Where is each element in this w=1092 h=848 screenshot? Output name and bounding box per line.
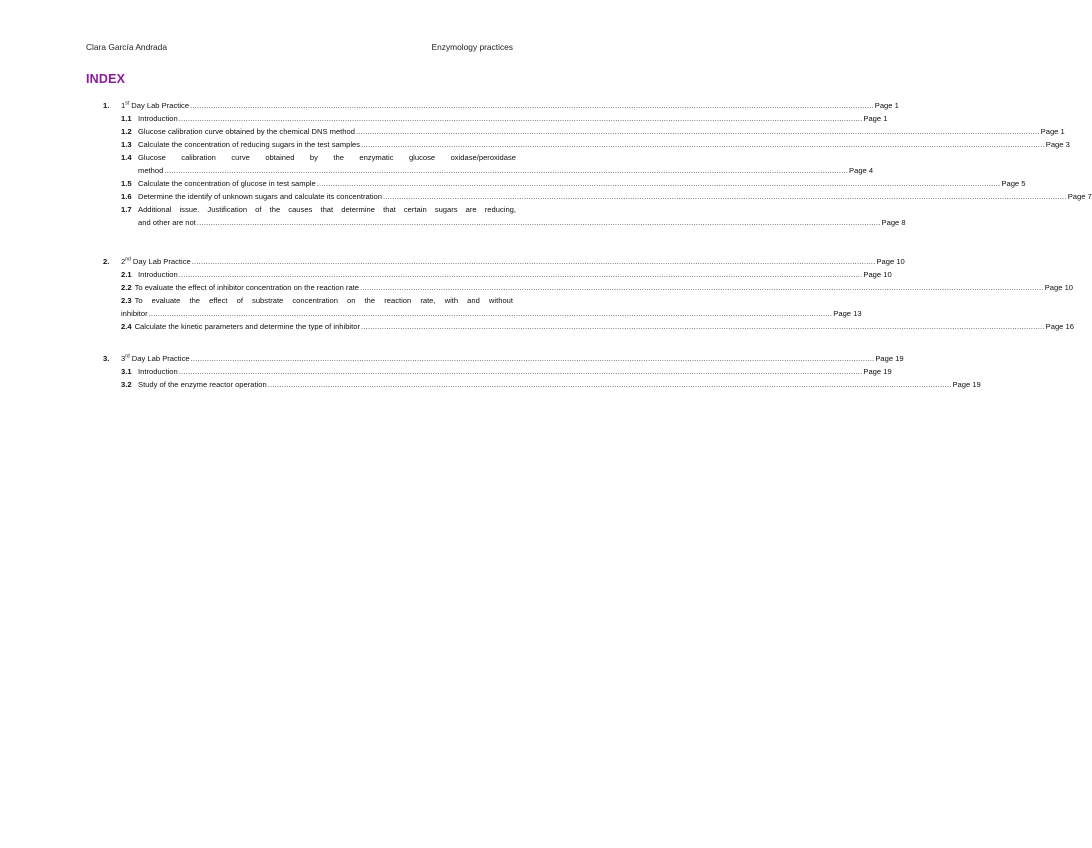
toc-title: Calculate the concentration of reducing sugars in the test samples	[138, 140, 361, 149]
toc-entry-3-1[interactable]	[103, 365, 892, 378]
toc-entry-1-5[interactable]	[103, 177, 1026, 190]
toc-page: Page 3	[1045, 140, 1070, 149]
header-course: Enzymology practices	[431, 42, 513, 52]
page-header	[86, 42, 513, 54]
toc-number: 2.3	[121, 296, 132, 305]
toc-entry-1-4[interactable]	[103, 151, 516, 164]
toc-section-1	[103, 99, 1092, 229]
leader-dots	[149, 307, 833, 320]
toc-number: 1.7	[121, 205, 132, 214]
toc-title: method	[138, 166, 164, 175]
toc-page: Page 16	[1045, 322, 1074, 331]
toc-page: Page 8	[881, 218, 906, 227]
toc-page: Page 1	[1040, 127, 1065, 136]
leader-dots	[179, 268, 863, 281]
toc-entry-2-3[interactable]	[103, 294, 513, 307]
toc-title: Determine the identify of unknown sugars and calculate its concentration	[138, 192, 382, 201]
toc-section-2	[103, 255, 1074, 333]
leader-dots	[356, 125, 1040, 138]
leader-dots	[383, 190, 1067, 203]
toc-entry-2-2[interactable]	[103, 281, 1074, 294]
toc-title: Glucose calibration curve obtained by the chemical DNS method	[138, 127, 355, 136]
toc-entry-3[interactable]	[103, 352, 904, 365]
leader-dots	[191, 352, 875, 365]
toc-title: 1st Day Lab Practice	[121, 100, 190, 110]
leader-dots	[197, 216, 881, 229]
toc-number: 2.	[103, 257, 110, 266]
toc-number: 3.	[103, 354, 110, 363]
toc-title: Calculate the kinetic parameters and determine the type of inhibitor	[134, 322, 360, 331]
leader-dots	[361, 320, 1045, 333]
toc-number: 1.4	[121, 153, 132, 162]
toc-entry-2[interactable]	[103, 255, 905, 268]
toc-page: Page 5	[1001, 179, 1026, 188]
toc-page: Page 10	[876, 257, 905, 266]
toc-title: Introduction	[138, 367, 178, 376]
toc-title: To evaluate the effect of substrate concentration on the reaction rate, with and without	[134, 296, 513, 305]
toc-entry-2-4[interactable]	[103, 320, 1074, 333]
toc-number: 1.3	[121, 140, 132, 149]
leader-dots	[192, 255, 876, 268]
toc-title: Study of the enzyme reactor operation	[138, 380, 267, 389]
leader-dots	[179, 112, 863, 125]
toc-entry-1[interactable]	[103, 99, 899, 112]
toc-page: Page 19	[863, 367, 892, 376]
toc-section-3	[103, 352, 981, 391]
toc-page: Page 10	[1044, 283, 1074, 292]
toc-page: Page 19	[875, 354, 904, 363]
toc-title: Introduction	[138, 270, 178, 279]
leader-dots	[164, 164, 848, 177]
leader-dots	[268, 378, 952, 391]
toc-page: Page 4	[849, 166, 874, 175]
toc-number: 2.1	[121, 270, 132, 279]
toc-number: 3.2	[121, 380, 132, 389]
toc-title: Introduction	[138, 114, 178, 123]
toc-entry-1-2[interactable]	[103, 125, 1065, 138]
toc-entry-1-6[interactable]	[103, 190, 1092, 203]
toc-number: 2.4	[121, 322, 132, 331]
toc-page: Page 1	[863, 114, 888, 123]
toc-number: 1.2	[121, 127, 132, 136]
leader-dots	[190, 99, 874, 112]
toc-number: 2.2	[121, 283, 132, 292]
toc-page: Page 7	[1067, 192, 1092, 201]
toc-page: Page 13	[833, 309, 862, 318]
toc-title: Calculate the concentration of glucose in test sample	[138, 179, 316, 188]
toc-page: Page 19	[952, 380, 981, 389]
leader-dots	[361, 138, 1045, 151]
toc-title: 3rd Day Lab Practice	[121, 353, 190, 363]
toc-title: Glucose calibration curve obtained by the enzymatic glucose oxidase/peroxidase	[138, 153, 516, 162]
toc-title: 2nd Day Lab Practice	[121, 256, 191, 266]
toc-entry-1-7[interactable]	[103, 203, 516, 216]
leader-dots	[360, 281, 1044, 294]
index-title: INDEX	[86, 72, 126, 86]
toc-entry-3-2[interactable]	[103, 378, 981, 391]
toc-entry-1-4-cont[interactable]	[103, 164, 874, 177]
toc-entry-1-3[interactable]	[103, 138, 1070, 151]
toc-entry-2-1[interactable]	[103, 268, 892, 281]
toc-entry-1-1[interactable]	[103, 112, 888, 125]
toc-entry-2-3-cont[interactable]	[103, 307, 862, 320]
toc-title: Additional issue. Justification of the causes that determine that certain sugars are reducing,	[138, 205, 516, 214]
leader-dots	[179, 365, 863, 378]
toc-page: Page 1	[874, 101, 899, 110]
toc-page: Page 10	[863, 270, 892, 279]
leader-dots	[317, 177, 1001, 190]
toc-title: and other are not	[138, 218, 196, 227]
toc-entry-1-7-cont[interactable]	[103, 216, 906, 229]
toc-title: To evaluate the effect of inhibitor concentration on the reaction rate	[134, 283, 360, 292]
toc-number: 1.5	[121, 179, 132, 188]
header-author: Clara García Andrada	[86, 42, 168, 52]
toc-number: 3.1	[121, 367, 132, 376]
toc-number: 1.	[103, 101, 110, 110]
toc-number: 1.1	[121, 114, 132, 123]
toc-title: inhibitor	[121, 309, 148, 318]
toc-number: 1.6	[121, 192, 132, 201]
